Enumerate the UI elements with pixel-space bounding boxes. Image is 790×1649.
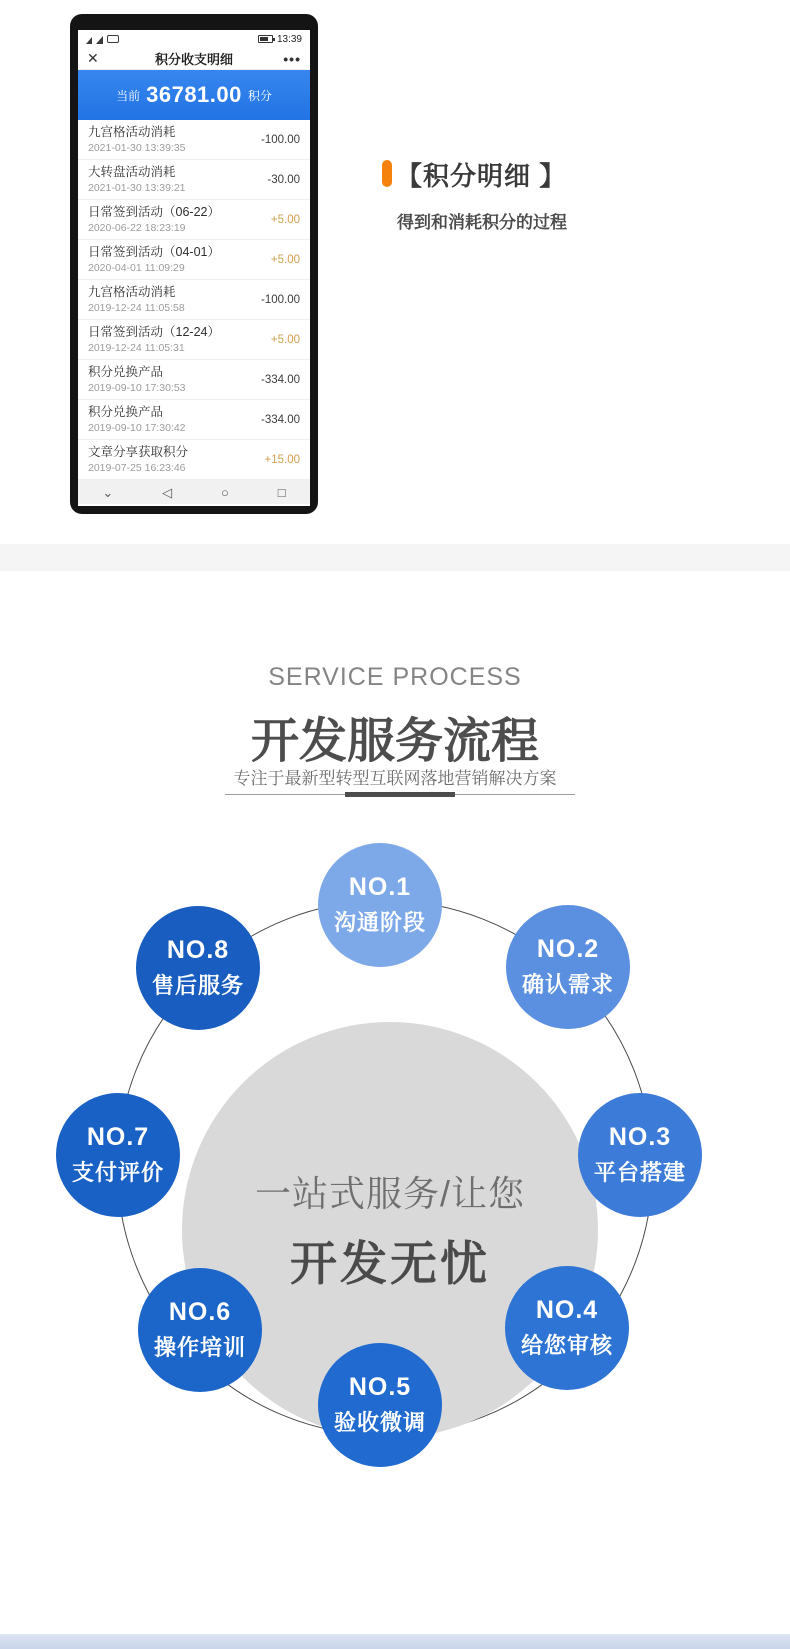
transaction-row[interactable] [78, 440, 310, 480]
feature-desc: 得到和消耗积分的过程 [397, 213, 567, 232]
phone-nav-bar [78, 48, 310, 70]
transaction-row[interactable] [78, 320, 310, 360]
battery-icon [258, 35, 273, 43]
transaction-title: 九宫格活动消耗 [88, 124, 176, 139]
transaction-amount: -100.00 [260, 133, 300, 146]
transaction-time: 2020-06-22 18:23:19 [88, 221, 186, 234]
signal-icon [86, 37, 92, 44]
transaction-time: 2019-12-24 11:05:31 [88, 341, 185, 354]
process-step-7 [56, 1093, 180, 1217]
step-label: 沟通阶段 [333, 910, 426, 935]
step-label: 平台搭建 [593, 1160, 686, 1185]
transaction-time: 2021-01-30 13:39:35 [88, 141, 186, 154]
center-line1: 一站式服务/让您 [254, 1173, 525, 1214]
process-step-1 [318, 843, 442, 967]
transaction-title: 积分兑换产品 [88, 364, 164, 379]
transaction-amount: +5.00 [270, 253, 300, 266]
step-label: 支付评价 [71, 1160, 164, 1185]
transaction-time: 2019-09-10 17:30:42 [88, 421, 186, 434]
orange-bullet-icon [382, 160, 392, 187]
balance-prefix: 当前 [116, 88, 141, 103]
transaction-row[interactable] [78, 120, 310, 160]
step-number: NO.3 [608, 1123, 672, 1151]
transaction-title: 九宫格活动消耗 [88, 284, 176, 299]
transaction-amount: -334.00 [260, 413, 300, 426]
step-number: NO.2 [536, 935, 600, 963]
step-number: NO.6 [168, 1298, 232, 1326]
more-icon[interactable]: ••• [283, 50, 301, 67]
transaction-row[interactable] [78, 240, 310, 280]
transaction-amount: +15.00 [264, 453, 300, 466]
transaction-time: 2019-12-24 11:05:58 [88, 301, 185, 314]
signal-icon [96, 36, 103, 44]
feature-callout [382, 156, 567, 233]
step-label: 验收微调 [333, 1410, 426, 1435]
transaction-row[interactable] [78, 160, 310, 200]
transaction-amount: -100.00 [260, 293, 300, 306]
step-label: 确认需求 [521, 972, 614, 997]
process-step-6 [138, 1268, 262, 1392]
transaction-amount: +5.00 [270, 333, 300, 346]
process-step-4 [505, 1266, 629, 1390]
phone-mockup [70, 14, 318, 514]
step-number: NO.1 [348, 873, 412, 901]
back-icon[interactable]: ◁ [162, 484, 173, 500]
footer-strip [0, 1634, 790, 1649]
step-number: NO.8 [166, 936, 230, 964]
page-title: 积分收支明细 [154, 52, 233, 67]
title-divider [225, 794, 575, 795]
step-number: NO.5 [348, 1373, 412, 1401]
status-time: 13:39 [276, 33, 302, 45]
transaction-row[interactable] [78, 200, 310, 240]
transaction-time: 2021-01-30 13:39:21 [88, 181, 186, 194]
home-icon[interactable]: ○ [221, 484, 229, 500]
transaction-title: 日常签到活动（04-01） [88, 244, 220, 259]
transaction-list [78, 120, 310, 480]
transaction-row[interactable] [78, 400, 310, 440]
process-step-2 [506, 905, 630, 1029]
transaction-time: 2020-04-01 11:09:29 [88, 261, 185, 274]
transaction-time: 2019-09-10 17:30:53 [88, 381, 186, 394]
transaction-title: 大转盘活动消耗 [88, 164, 176, 179]
network-badge-icon [107, 35, 119, 43]
transaction-title: 积分兑换产品 [88, 404, 164, 419]
collapse-icon[interactable]: ⌄ [102, 484, 114, 500]
transaction-row[interactable] [78, 280, 310, 320]
transaction-title: 日常签到活动（06-22） [88, 204, 220, 219]
balance-suffix: 积分 [247, 88, 272, 103]
section-subtitle: 专注于最新型转型互联网落地营销解决方案 [233, 769, 557, 788]
balance-amount: 36781.00 [146, 82, 242, 107]
transaction-amount: +5.00 [270, 213, 300, 226]
process-step-8 [136, 906, 260, 1030]
transaction-amount: -30.00 [267, 173, 300, 186]
center-line2: 开发无忧 [290, 1237, 490, 1290]
android-nav-bar [78, 480, 310, 504]
phone-status-bar [78, 30, 310, 48]
transaction-title: 文章分享获取积分 [88, 444, 189, 459]
feature-title: 【积分明细 】 [396, 161, 567, 191]
step-label: 操作培训 [153, 1335, 246, 1360]
recents-icon[interactable]: □ [277, 484, 286, 500]
transaction-row[interactable] [78, 360, 310, 400]
close-icon[interactable]: ✕ [87, 50, 99, 66]
section-separator [0, 544, 790, 571]
step-label: 给您审核 [520, 1333, 613, 1358]
divider-accent [345, 792, 455, 797]
section-eyebrow: SERVICE PROCESS [268, 663, 522, 691]
transaction-time: 2019-07-25 16:23:46 [88, 461, 186, 474]
section-title: 开发服务流程 [250, 715, 539, 768]
transaction-amount: -334.00 [260, 373, 300, 386]
step-label: 售后服务 [151, 973, 244, 998]
step-number: NO.7 [86, 1123, 150, 1151]
transaction-title: 日常签到活动（12-24） [88, 324, 220, 339]
process-step-3 [578, 1093, 702, 1217]
step-number: NO.4 [535, 1296, 599, 1324]
phone-screen [78, 30, 310, 506]
process-step-5 [318, 1343, 442, 1467]
points-balance-banner [78, 70, 310, 120]
